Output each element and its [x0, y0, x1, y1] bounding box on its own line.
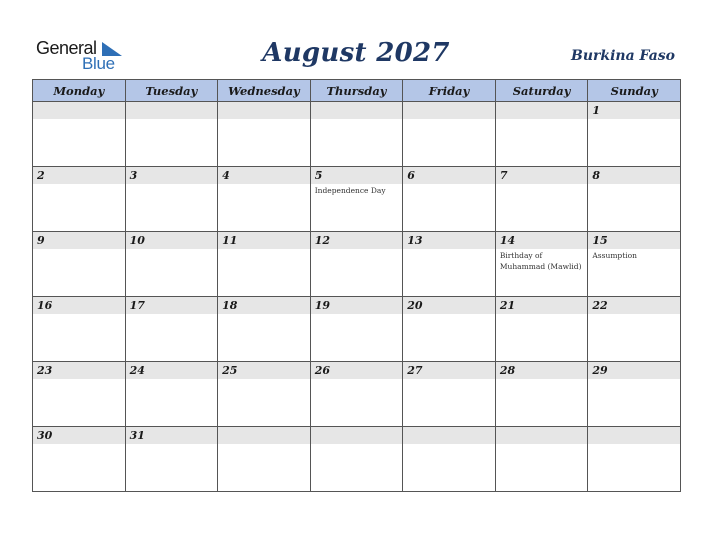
day-number: 14 — [496, 232, 588, 249]
day-cell[interactable] — [403, 427, 496, 492]
day-number: 4 — [218, 167, 310, 184]
holiday-label — [33, 119, 125, 121]
day-number: 26 — [311, 362, 403, 379]
day-cell[interactable] — [403, 102, 496, 167]
day-cell[interactable] — [33, 102, 126, 167]
day-number: 1 — [588, 102, 680, 119]
day-number: 21 — [496, 297, 588, 314]
holiday-label — [33, 184, 125, 186]
day-cell[interactable] — [310, 167, 403, 232]
day-number: 17 — [126, 297, 218, 314]
day-number: 23 — [33, 362, 125, 379]
holiday-label — [311, 379, 403, 381]
day-number: 13 — [403, 232, 495, 249]
day-number: 12 — [311, 232, 403, 249]
day-number: 29 — [588, 362, 680, 379]
day-number — [403, 427, 495, 444]
day-cell[interactable] — [310, 427, 403, 492]
holiday-label — [33, 249, 125, 251]
day-cell[interactable] — [33, 297, 126, 362]
day-cell[interactable] — [218, 232, 311, 297]
holiday-label — [403, 249, 495, 251]
day-cell[interactable] — [125, 362, 218, 427]
holiday-label — [403, 119, 495, 121]
calendar-grid — [32, 79, 681, 492]
day-number — [588, 427, 680, 444]
day-cell[interactable] — [310, 232, 403, 297]
day-number — [403, 102, 495, 119]
day-number: 24 — [126, 362, 218, 379]
day-number — [218, 102, 310, 119]
weekday-header: Tuesday — [125, 80, 218, 102]
holiday-label — [126, 119, 218, 121]
day-cell[interactable] — [310, 362, 403, 427]
week-row — [33, 167, 681, 232]
day-cell[interactable] — [310, 297, 403, 362]
day-number: 27 — [403, 362, 495, 379]
day-number — [496, 102, 588, 119]
day-cell[interactable] — [495, 102, 588, 167]
day-number: 20 — [403, 297, 495, 314]
day-cell[interactable] — [125, 427, 218, 492]
holiday-label — [496, 379, 588, 381]
day-number: 6 — [403, 167, 495, 184]
day-cell[interactable] — [33, 362, 126, 427]
holiday-label — [403, 379, 495, 381]
day-number: 16 — [33, 297, 125, 314]
day-cell[interactable] — [218, 297, 311, 362]
holiday-label — [218, 444, 310, 446]
holiday-label — [311, 119, 403, 121]
holiday-label — [496, 314, 588, 316]
day-cell[interactable] — [125, 167, 218, 232]
day-number — [126, 102, 218, 119]
weekday-header: Friday — [403, 80, 496, 102]
day-number: 5 — [311, 167, 403, 184]
day-cell[interactable] — [588, 362, 681, 427]
day-number: 15 — [588, 232, 680, 249]
day-cell[interactable] — [218, 102, 311, 167]
week-row — [33, 362, 681, 427]
holiday-label — [126, 184, 218, 186]
day-number: 25 — [218, 362, 310, 379]
day-number: 18 — [218, 297, 310, 314]
weekday-header: Wednesday — [218, 80, 311, 102]
weekday-header: Monday — [33, 80, 126, 102]
day-number: 3 — [126, 167, 218, 184]
holiday-label — [218, 184, 310, 186]
holiday-label: Assumption — [592, 251, 637, 260]
country-name: Burkina Faso — [571, 48, 675, 64]
day-cell[interactable] — [403, 297, 496, 362]
day-cell[interactable] — [403, 167, 496, 232]
day-number: 19 — [311, 297, 403, 314]
day-number — [218, 427, 310, 444]
day-cell[interactable] — [588, 167, 681, 232]
day-number: 31 — [126, 427, 218, 444]
holiday-label — [496, 119, 588, 121]
holiday-label — [588, 119, 680, 121]
logo-word-blue: Blue — [82, 54, 115, 73]
day-cell[interactable] — [310, 102, 403, 167]
calendar-title: August 2027 — [262, 38, 450, 68]
holiday-label — [588, 184, 680, 186]
weekday-header: Thursday — [310, 80, 403, 102]
holiday-label: Independence Day — [314, 186, 386, 195]
day-cell[interactable] — [588, 232, 681, 297]
day-number: 9 — [33, 232, 125, 249]
day-cell[interactable] — [495, 232, 588, 297]
day-cell[interactable] — [125, 297, 218, 362]
day-number — [496, 427, 588, 444]
day-number: 11 — [218, 232, 310, 249]
day-number: 2 — [33, 167, 125, 184]
day-number — [33, 102, 125, 119]
holiday-label: Birthday of Muhammad (Mawlid) — [499, 251, 582, 271]
holiday-label — [126, 444, 218, 446]
holiday-label — [218, 314, 310, 316]
day-cell[interactable] — [33, 427, 126, 492]
day-number: 10 — [126, 232, 218, 249]
holiday-label — [496, 444, 588, 446]
week-row — [33, 102, 681, 167]
holiday-label — [126, 249, 218, 251]
holiday-label — [588, 379, 680, 381]
day-cell[interactable] — [218, 362, 311, 427]
holiday-label — [496, 184, 588, 186]
holiday-label — [311, 444, 403, 446]
holiday-label — [403, 314, 495, 316]
holiday-label — [403, 184, 495, 186]
day-number: 22 — [588, 297, 680, 314]
holiday-label — [33, 379, 125, 381]
holiday-label — [126, 379, 218, 381]
day-number — [311, 102, 403, 119]
day-cell[interactable] — [33, 232, 126, 297]
holiday-label — [218, 119, 310, 121]
week-row — [33, 297, 681, 362]
day-cell[interactable] — [403, 232, 496, 297]
day-cell[interactable] — [125, 102, 218, 167]
holiday-label — [588, 444, 680, 446]
day-number — [311, 427, 403, 444]
holiday-label — [588, 314, 680, 316]
day-cell[interactable] — [588, 427, 681, 492]
week-row — [33, 232, 681, 297]
holiday-label — [33, 444, 125, 446]
holiday-label — [218, 249, 310, 251]
holiday-label — [311, 249, 403, 251]
day-cell[interactable] — [495, 427, 588, 492]
holiday-label — [403, 444, 495, 446]
day-cell[interactable] — [125, 232, 218, 297]
day-cell[interactable] — [403, 362, 496, 427]
day-cell[interactable] — [218, 167, 311, 232]
holiday-label — [126, 314, 218, 316]
day-cell[interactable] — [33, 167, 126, 232]
holiday-label — [33, 314, 125, 316]
day-cell[interactable] — [495, 297, 588, 362]
holiday-label — [218, 379, 310, 381]
day-number: 30 — [33, 427, 125, 444]
weekday-header: Sunday — [588, 80, 681, 102]
holiday-label — [311, 314, 403, 316]
weekday-header: Saturday — [495, 80, 588, 102]
logo-word-general: General — [36, 38, 97, 58]
day-cell[interactable] — [495, 362, 588, 427]
day-cell[interactable] — [588, 102, 681, 167]
day-number: 8 — [588, 167, 680, 184]
day-number: 28 — [496, 362, 588, 379]
day-cell[interactable] — [218, 427, 311, 492]
week-row — [33, 427, 681, 492]
day-cell[interactable] — [495, 167, 588, 232]
weekday-header-row — [33, 80, 681, 102]
day-number: 7 — [496, 167, 588, 184]
day-cell[interactable] — [588, 297, 681, 362]
